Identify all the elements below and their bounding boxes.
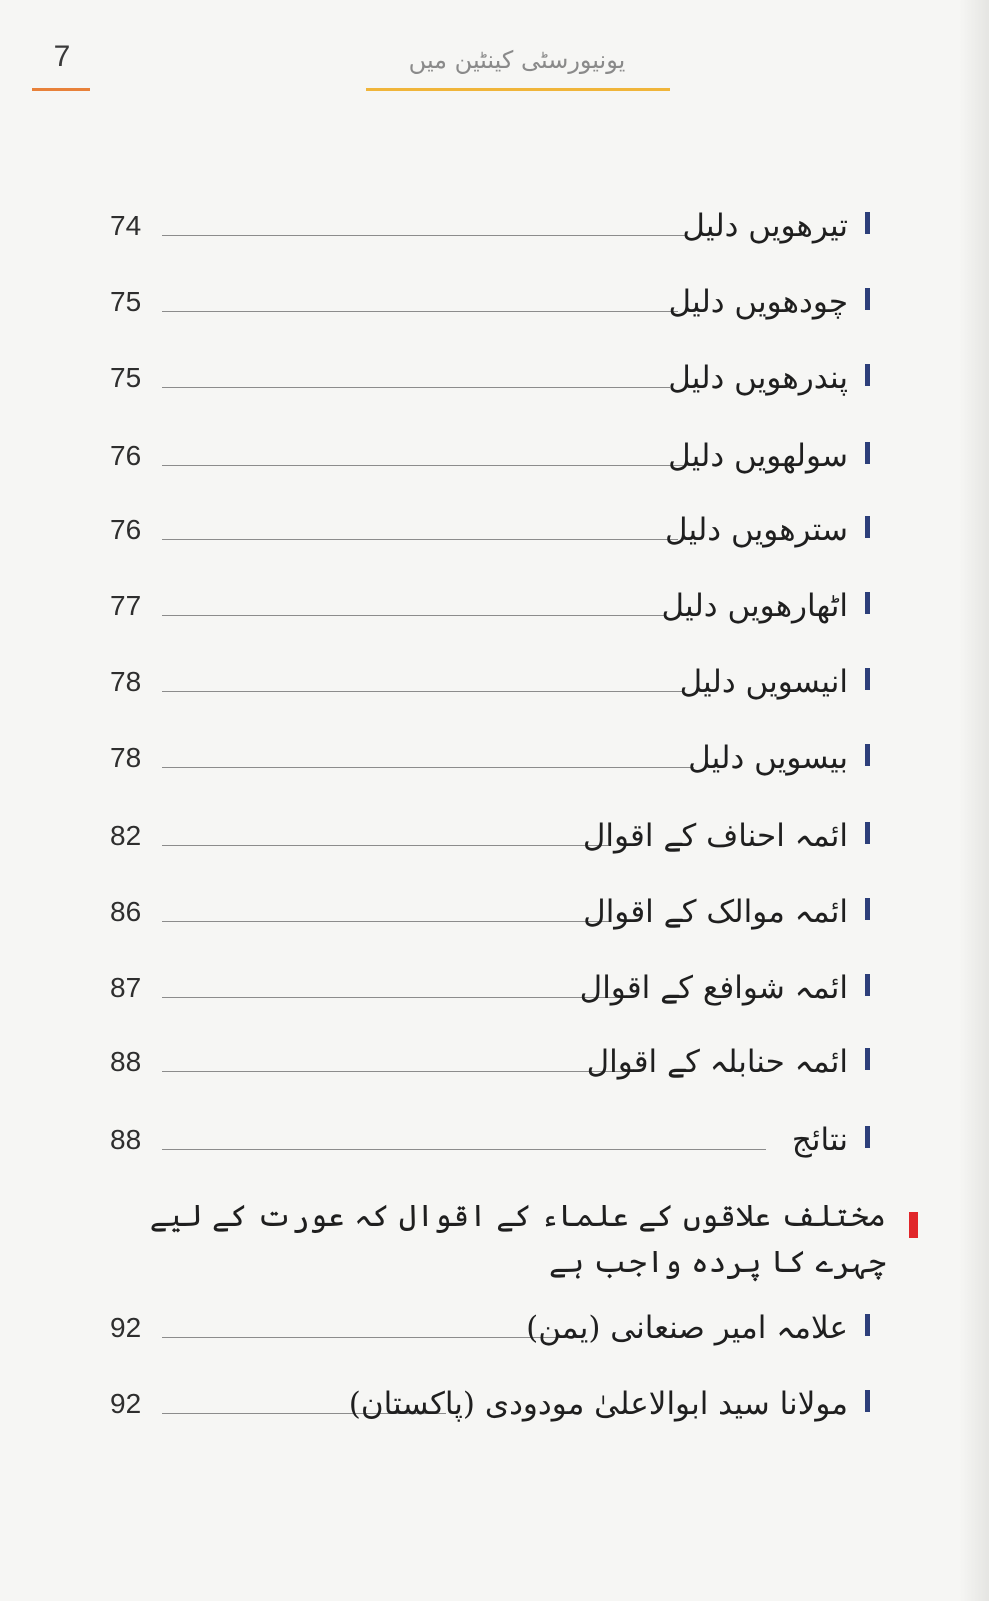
toc-bullet-marker	[865, 442, 870, 464]
toc-bullet-marker	[865, 898, 870, 920]
toc-leader-line	[162, 691, 684, 692]
toc-entry-title: علامہ امیر صنعانی (یمن)	[526, 1310, 848, 1346]
toc-leader-line	[162, 845, 608, 846]
toc-entry-page: 78	[110, 742, 142, 773]
toc-entry-page: 77	[110, 590, 142, 621]
toc-leader-line	[162, 1337, 580, 1338]
toc-entry-page: 88	[110, 1124, 142, 1155]
page-number: 7	[53, 40, 71, 73]
toc-bullet-marker	[865, 212, 870, 234]
toc-entry-page: 75	[110, 362, 142, 393]
toc-bullet-marker	[865, 288, 870, 310]
toc-entry-page: 82	[110, 820, 142, 851]
toc-entry-page: 76	[110, 440, 142, 471]
toc-bullet-marker	[865, 974, 870, 996]
toc-entry-page: 88	[110, 1046, 142, 1077]
running-title-rule	[366, 88, 670, 91]
toc-entry-page: 92	[110, 1388, 142, 1419]
toc-entry	[100, 566, 870, 626]
toc-entry-title: بیسویں دلیل	[688, 740, 848, 776]
toc-entry	[100, 1100, 870, 1160]
toc-entry	[100, 872, 870, 932]
toc-leader-line	[162, 539, 678, 540]
section-heading: مختلف علاقوں کے علماء کے اقوال کہ عورت کے لیے چہرے کا پردہ واجب ہے	[149, 1199, 886, 1280]
toc-entry-page: 74	[110, 210, 142, 241]
toc-bullet-marker	[865, 822, 870, 844]
toc-entry	[100, 490, 870, 550]
toc-bullet-marker	[865, 516, 870, 538]
toc-entry-title: مولانا سید ابوالاعلیٰ مودودی (پاکستان)	[348, 1386, 848, 1422]
toc-entry-title: ائمہ حنابلہ کے اقوال	[586, 1044, 848, 1080]
toc-leader-line	[162, 615, 666, 616]
toc-bullet-marker	[865, 1390, 870, 1412]
toc-entry	[100, 718, 870, 778]
toc-leader-line	[162, 311, 678, 312]
toc-leader-line	[162, 465, 684, 466]
toc-entry	[100, 416, 870, 476]
toc-bullet-marker	[865, 668, 870, 690]
toc-entry-page: 92	[110, 1312, 142, 1343]
toc-entry-page: 87	[110, 972, 142, 1003]
toc-leader-line	[162, 235, 686, 236]
toc-leader-line	[162, 997, 624, 998]
toc-leader-line	[162, 387, 670, 388]
section-bullet-marker	[909, 1212, 918, 1238]
toc-leader-line	[162, 1149, 766, 1150]
toc-leader-line	[162, 1071, 626, 1072]
running-title: یونیورسٹی کینٹین میں	[408, 46, 626, 74]
toc-entry	[100, 642, 870, 702]
toc-entry-title: نتائج	[791, 1122, 848, 1158]
toc-leader-line	[162, 767, 694, 768]
toc-entry-title: ائمہ احناف کے اقوال	[582, 818, 848, 854]
toc-entry-title: ائمہ شوافع کے اقوال	[579, 970, 848, 1006]
toc-entry	[100, 262, 870, 322]
toc-entry-title: چودھویں دلیل	[668, 284, 848, 320]
toc-entry	[100, 338, 870, 398]
toc-entry	[100, 1022, 870, 1082]
toc-leader-line	[162, 921, 610, 922]
section-heading-block	[88, 1188, 918, 1278]
page-number-rule	[32, 88, 90, 91]
toc-bullet-marker	[865, 1048, 870, 1070]
toc-entry	[100, 186, 870, 246]
toc-entry	[100, 796, 870, 856]
page-edge-shade	[959, 0, 989, 1601]
toc-entry-page: 76	[110, 514, 142, 545]
toc-entry-title: تیرھویں دلیل	[682, 208, 848, 244]
toc-entry-page: 75	[110, 286, 142, 317]
toc-entry	[100, 948, 870, 1008]
toc-bullet-marker	[865, 592, 870, 614]
toc-bullet-marker	[865, 1314, 870, 1336]
toc-bullet-marker	[865, 1126, 870, 1148]
toc-entry-title: انیسویں دلیل	[679, 664, 848, 700]
toc-entry-page: 78	[110, 666, 142, 697]
toc-entry-title: سترھویں دلیل	[665, 512, 848, 548]
toc-entry-title: ائمہ موالک کے اقوال	[583, 894, 848, 930]
toc-entry	[100, 1288, 870, 1348]
toc-entry-title: سولھویں دلیل	[668, 438, 848, 474]
toc-bullet-marker	[865, 744, 870, 766]
toc-entry-page: 86	[110, 896, 142, 927]
toc-entry-title: اٹھارھویں دلیل	[661, 588, 848, 624]
toc-bullet-marker	[865, 364, 870, 386]
toc-entry-title: پندرھویں دلیل	[668, 360, 848, 396]
toc-entry	[100, 1364, 870, 1424]
